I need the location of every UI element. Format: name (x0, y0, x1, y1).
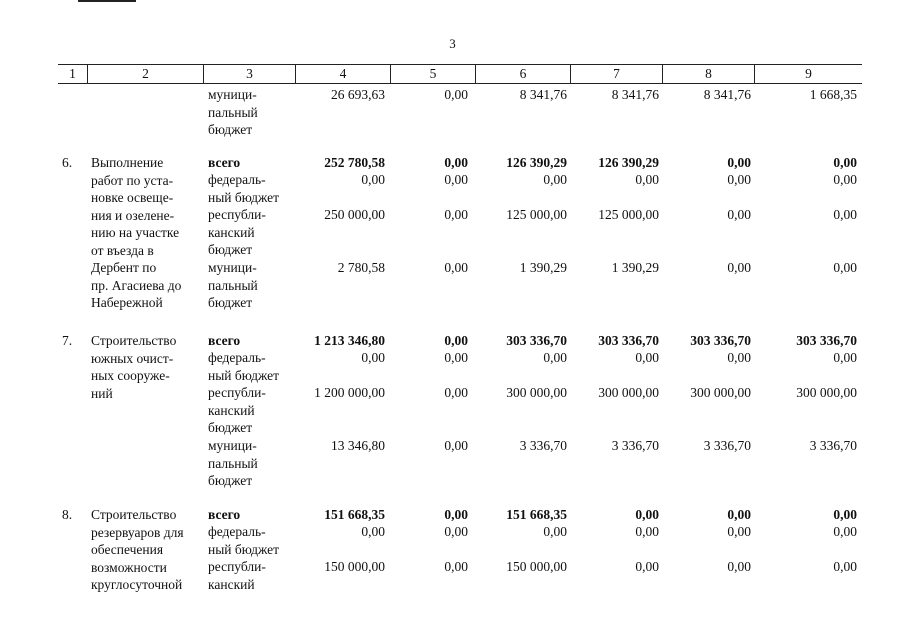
value-cell-col8: 3 336,70 (703, 438, 751, 453)
header-col-3: 3 (203, 65, 295, 83)
value-cell-col7: 0,00 (635, 350, 659, 365)
value-cell-col6: 126 390,29 (506, 155, 567, 170)
value-cell-col8: 0,00 (727, 559, 751, 574)
value-cell-col9: 0,00 (833, 260, 857, 275)
row-name: Строительство резервуаров для обеспечения возможности круглосуточной (91, 507, 184, 592)
row-name: Строительство южных очист- ных сооруже- ний (91, 333, 177, 401)
value-cell-col4: 252 780,58 (324, 155, 385, 170)
value-cell-col8: 0,00 (727, 155, 751, 170)
budget-source-label: федераль- ный бюджет (208, 350, 280, 383)
value-cell-col5: 0,00 (444, 559, 468, 574)
value-cell-col8: 8 341,76 (703, 87, 751, 102)
header-col-9: 9 (754, 65, 862, 83)
budget-source-label: всего (208, 333, 241, 348)
value-cell-col7: 126 390,29 (598, 155, 659, 170)
budget-source-label: республи- канский бюджет (208, 385, 266, 435)
value-cell-col5: 0,00 (444, 260, 468, 275)
value-cell-col9: 0,00 (833, 559, 857, 574)
value-cell-col5: 0,00 (444, 172, 468, 187)
budget-source-label: федераль- ный бюджет (208, 524, 280, 557)
budget-source-label: республи- канский (208, 559, 266, 592)
value-cell-col4: 1 213 346,80 (314, 333, 385, 348)
value-cell-col5: 0,00 (444, 155, 468, 170)
budget-source-label: всего (208, 155, 241, 170)
value-cell-col7: 8 341,76 (611, 87, 659, 102)
value-cell-col8: 0,00 (727, 260, 751, 275)
value-cell-col9: 0,00 (833, 207, 857, 222)
value-cell-col9: 303 336,70 (796, 333, 857, 348)
value-cell-col7: 0,00 (635, 507, 659, 522)
value-cell-col4: 250 000,00 (324, 207, 385, 222)
value-cell-col4: 26 693,63 (331, 87, 385, 102)
value-cell-col8: 300 000,00 (690, 385, 751, 400)
value-cell-col4: 0,00 (361, 524, 385, 539)
value-cell-col4: 151 668,35 (324, 507, 385, 522)
value-cell-col5: 0,00 (444, 350, 468, 365)
value-cell-col7: 125 000,00 (598, 207, 659, 222)
budget-source-label: муници- пальный бюджет (208, 438, 258, 488)
row-number: 7. (62, 333, 73, 348)
value-cell-col6: 125 000,00 (506, 207, 567, 222)
header-col-7: 7 (570, 65, 662, 83)
value-cell-col6: 8 341,76 (519, 87, 567, 102)
value-cell-col9: 0,00 (833, 172, 857, 187)
value-cell-col9: 300 000,00 (796, 385, 857, 400)
value-cell-col5: 0,00 (444, 438, 468, 453)
value-cell-col9: 0,00 (833, 350, 857, 365)
page-number: 3 (449, 36, 456, 51)
value-cell-col7: 3 336,70 (611, 438, 659, 453)
budget-source-label: муници- пальный бюджет (208, 87, 258, 137)
value-cell-col8: 0,00 (727, 507, 751, 522)
header-col-5: 5 (390, 65, 475, 83)
row-number: 6. (62, 155, 73, 170)
value-cell-col7: 300 000,00 (598, 385, 659, 400)
value-cell-col8: 303 336,70 (690, 333, 751, 348)
budget-source-label: всего (208, 507, 241, 522)
value-cell-col5: 0,00 (444, 333, 468, 348)
value-cell-col8: 0,00 (727, 172, 751, 187)
value-cell-col9: 0,00 (833, 524, 857, 539)
value-cell-col4: 13 346,80 (331, 438, 385, 453)
value-cell-col4: 1 200 000,00 (314, 385, 385, 400)
value-cell-col9: 0,00 (833, 507, 857, 522)
budget-source-label: республи- канский бюджет (208, 207, 266, 257)
budget-source-label: федераль- ный бюджет (208, 172, 280, 205)
value-cell-col4: 150 000,00 (324, 559, 385, 574)
value-cell-col7: 303 336,70 (598, 333, 659, 348)
value-cell-col5: 0,00 (444, 507, 468, 522)
value-cell-col6: 300 000,00 (506, 385, 567, 400)
value-cell-col9: 1 668,35 (809, 87, 857, 102)
value-cell-col9: 0,00 (833, 155, 857, 170)
value-cell-col4: 0,00 (361, 172, 385, 187)
value-cell-col4: 2 780,58 (337, 260, 385, 275)
budget-source-label: муници- пальный бюджет (208, 260, 258, 310)
value-cell-col5: 0,00 (444, 385, 468, 400)
value-cell-col7: 1 390,29 (611, 260, 659, 275)
header-col-1: 1 (69, 66, 76, 81)
value-cell-col6: 150 000,00 (506, 559, 567, 574)
value-cell-col7: 0,00 (635, 172, 659, 187)
header-col-4: 4 (295, 65, 390, 83)
row-name: Выполнение работ по уста- новке освеще- ния и озелене- нию на участке от въезда в Дербент по пр. Агасиева до Набережной (91, 155, 182, 310)
value-cell-col7: 0,00 (635, 559, 659, 574)
value-cell-col6: 0,00 (543, 524, 567, 539)
value-cell-col9: 3 336,70 (809, 438, 857, 453)
top-rule (78, 0, 136, 2)
value-cell-col8: 0,00 (727, 350, 751, 365)
value-cell-col6: 0,00 (543, 350, 567, 365)
row-number: 8. (62, 507, 73, 522)
value-cell-col4: 0,00 (361, 350, 385, 365)
table-header (58, 64, 862, 84)
value-cell-col5: 0,00 (444, 524, 468, 539)
value-cell-col6: 151 668,35 (506, 507, 567, 522)
header-col-2: 2 (87, 65, 203, 83)
value-cell-col6: 3 336,70 (519, 438, 567, 453)
value-cell-col5: 0,00 (444, 87, 468, 102)
value-cell-col8: 0,00 (727, 524, 751, 539)
value-cell-col5: 0,00 (444, 207, 468, 222)
header-col-8: 8 (662, 65, 754, 83)
header-col-6: 6 (475, 65, 570, 83)
value-cell-col6: 0,00 (543, 172, 567, 187)
value-cell-col6: 1 390,29 (519, 260, 567, 275)
value-cell-col6: 303 336,70 (506, 333, 567, 348)
value-cell-col7: 0,00 (635, 524, 659, 539)
value-cell-col8: 0,00 (727, 207, 751, 222)
